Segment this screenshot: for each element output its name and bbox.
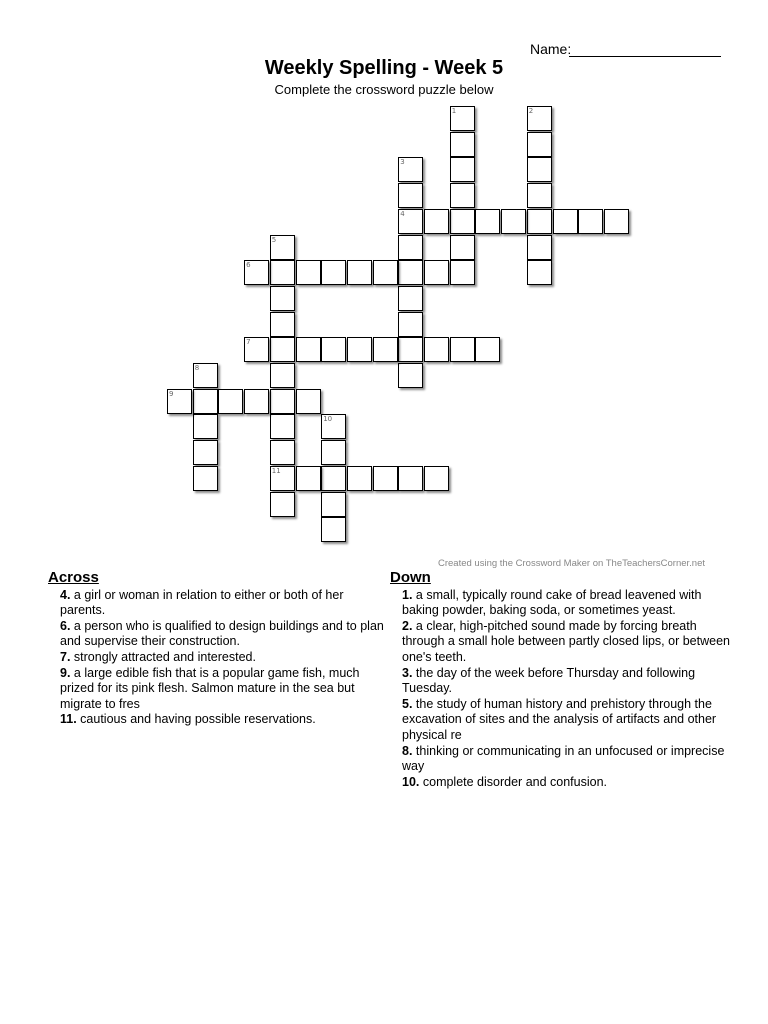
clue-text: a small, typically round cake of bread leavened with baking powder, baking soda, or sometimes yeast. — [402, 587, 702, 618]
crossword-cell[interactable] — [475, 209, 500, 234]
crossword-cell[interactable] — [398, 183, 423, 208]
clue-text: the study of human history and prehistory through the excavation of sites and the analysis of artifacts and other physical re — [402, 696, 717, 742]
crossword-cell[interactable] — [527, 260, 552, 285]
crossword-cell[interactable] — [527, 235, 552, 260]
crossword-cell[interactable] — [424, 209, 449, 234]
crossword-cell[interactable] — [424, 466, 449, 491]
clue-number-label: 3 — [400, 158, 405, 167]
crossword-cell[interactable] — [450, 209, 475, 234]
crossword-cell[interactable] — [193, 414, 218, 439]
down-heading: Down — [390, 569, 431, 586]
clue-number: 4. — [60, 587, 71, 602]
crossword-cell[interactable] — [193, 389, 218, 414]
down-clue — [402, 619, 730, 666]
crossword-cell[interactable] — [527, 157, 552, 182]
clue-text: strongly attracted and interested. — [70, 649, 256, 664]
across-clue — [60, 712, 388, 728]
crossword-cell[interactable] — [270, 389, 295, 414]
clue-number: 5. — [402, 696, 413, 711]
crossword-cell[interactable] — [321, 517, 346, 542]
clue-number: 6. — [60, 618, 71, 633]
crossword-cell[interactable] — [270, 337, 295, 362]
crossword-cell[interactable] — [270, 440, 295, 465]
crossword-cell[interactable] — [373, 466, 398, 491]
down-clue — [402, 666, 730, 697]
crossword-cell[interactable] — [270, 414, 295, 439]
crossword-cell[interactable] — [244, 389, 269, 414]
across-heading: Across — [48, 569, 99, 586]
crossword-cell[interactable] — [527, 106, 552, 131]
crossword-cell[interactable] — [398, 286, 423, 311]
crossword-cell[interactable] — [450, 106, 475, 131]
crossword-cell[interactable] — [373, 260, 398, 285]
clue-text: complete disorder and confusion. — [419, 774, 608, 789]
crossword-cell[interactable] — [398, 235, 423, 260]
down-clue — [402, 588, 730, 619]
across-clue-list — [48, 588, 388, 728]
clue-text: a clear, high-pitched sound made by forcing breath through a small hole between partly closed lips, or between one's teeth. — [402, 618, 730, 664]
crossword-cell[interactable] — [296, 389, 321, 414]
crossword-cell[interactable] — [321, 492, 346, 517]
page-title: Weekly Spelling - Week 5 — [264, 57, 504, 79]
clue-number-label: 6 — [246, 261, 251, 270]
clue-text: a large edible fish that is a popular game fish, much prized for its pink flesh. Salmon mature in the sea but migrate to fres — [60, 665, 360, 711]
clue-number: 2. — [402, 618, 413, 633]
crossword-cell[interactable] — [604, 209, 629, 234]
crossword-cell[interactable] — [321, 260, 346, 285]
down-clue-list — [390, 588, 730, 791]
crossword-cell[interactable] — [424, 260, 449, 285]
crossword-cell[interactable] — [450, 132, 475, 157]
crossword-cell[interactable] — [398, 260, 423, 285]
crossword-cell[interactable] — [450, 157, 475, 182]
crossword-cell[interactable] — [296, 260, 321, 285]
crossword-cell[interactable] — [450, 235, 475, 260]
crossword-cell[interactable] — [321, 466, 346, 491]
crossword-cell[interactable] — [270, 286, 295, 311]
crossword-cell[interactable] — [347, 260, 372, 285]
crossword-cell[interactable] — [578, 209, 603, 234]
across-clue — [60, 588, 388, 619]
clue-number: 10. — [402, 774, 420, 789]
clue-text: a girl or woman in relation to either or both of her parents. — [60, 587, 344, 618]
crossword-cell[interactable] — [450, 183, 475, 208]
page-subtitle: Complete the crossword puzzle below — [274, 82, 494, 97]
down-clue — [402, 744, 730, 775]
crossword-cell[interactable] — [501, 209, 526, 234]
clue-number-label: 5 — [271, 235, 277, 244]
clue-number: 8. — [402, 743, 413, 758]
clue-number-label: 7 — [246, 338, 251, 347]
clue-text: a person who is qualified to design buildings and to plan and supervise their construction. — [60, 618, 384, 649]
crossword-cell[interactable] — [347, 337, 372, 362]
clue-number: 9. — [60, 665, 71, 680]
clue-number: 7. — [60, 649, 71, 664]
crossword-cell[interactable] — [527, 132, 552, 157]
clue-text: the day of the week before Thursday and following Tuesday. — [402, 665, 696, 696]
across-clue — [60, 619, 388, 650]
clue-number: 3. — [402, 665, 413, 680]
down-clues — [390, 570, 730, 790]
crossword-cell[interactable] — [527, 209, 552, 234]
name-label: Name: — [530, 41, 572, 57]
clue-number-label: 10 — [323, 415, 333, 424]
crossword-cell[interactable] — [270, 260, 295, 285]
crossword-cell[interactable] — [398, 337, 423, 362]
crossword-cell[interactable] — [347, 466, 372, 491]
across-clue — [60, 666, 388, 713]
crossword-cell[interactable] — [193, 466, 218, 491]
crossword-cell[interactable] — [296, 466, 321, 491]
credit-text: Created using the Crossword Maker on TheTeachersCorner.net — [438, 558, 706, 569]
crossword-cell[interactable] — [244, 260, 269, 285]
clue-number: 11. — [60, 712, 77, 727]
crossword-cell[interactable] — [398, 209, 423, 234]
crossword-cell[interactable] — [167, 389, 192, 414]
crossword-cell[interactable] — [270, 312, 295, 337]
across-clues — [48, 570, 388, 728]
clue-number-label: 1 — [451, 107, 457, 115]
crossword-cell[interactable] — [270, 466, 295, 491]
crossword-cell[interactable] — [270, 235, 295, 260]
crossword-cell[interactable] — [398, 157, 423, 182]
crossword-cell[interactable] — [475, 337, 500, 362]
clue-number-label: 9 — [169, 389, 174, 398]
clue-number-label: 2 — [528, 107, 534, 115]
crossword-cell[interactable] — [450, 260, 475, 285]
clue-text: cautious and having possible reservations. — [76, 712, 316, 727]
down-clue — [402, 697, 730, 744]
crossword-cell[interactable] — [321, 337, 346, 362]
crossword-cell[interactable] — [398, 466, 423, 491]
crossword-cell[interactable] — [270, 492, 295, 517]
clue-number: 1. — [402, 587, 413, 602]
crossword-cell[interactable] — [193, 363, 218, 388]
clue-number-label: 11 — [271, 466, 281, 475]
crossword-cell[interactable] — [321, 414, 346, 439]
across-clue — [60, 650, 388, 666]
crossword-cell[interactable] — [398, 363, 423, 388]
crossword-cell[interactable] — [527, 183, 552, 208]
crossword-cell[interactable] — [553, 209, 578, 234]
crossword-cell[interactable] — [321, 440, 346, 465]
crossword-cell[interactable] — [424, 337, 449, 362]
clue-number-label: 8 — [194, 364, 200, 372]
down-clue — [402, 775, 730, 791]
crossword-cell[interactable] — [450, 337, 475, 362]
crossword-cell[interactable] — [218, 389, 243, 414]
crossword-cell[interactable] — [244, 337, 269, 362]
clue-text: thinking or communicating in an unfocused or imprecise way — [402, 743, 725, 774]
crossword-cell[interactable] — [193, 440, 218, 465]
clue-number-label: 4 — [400, 209, 405, 218]
crossword-cell[interactable] — [373, 337, 398, 362]
crossword-cell[interactable] — [398, 312, 423, 337]
crossword-cell[interactable] — [296, 337, 321, 362]
crossword-cell[interactable] — [270, 363, 295, 388]
